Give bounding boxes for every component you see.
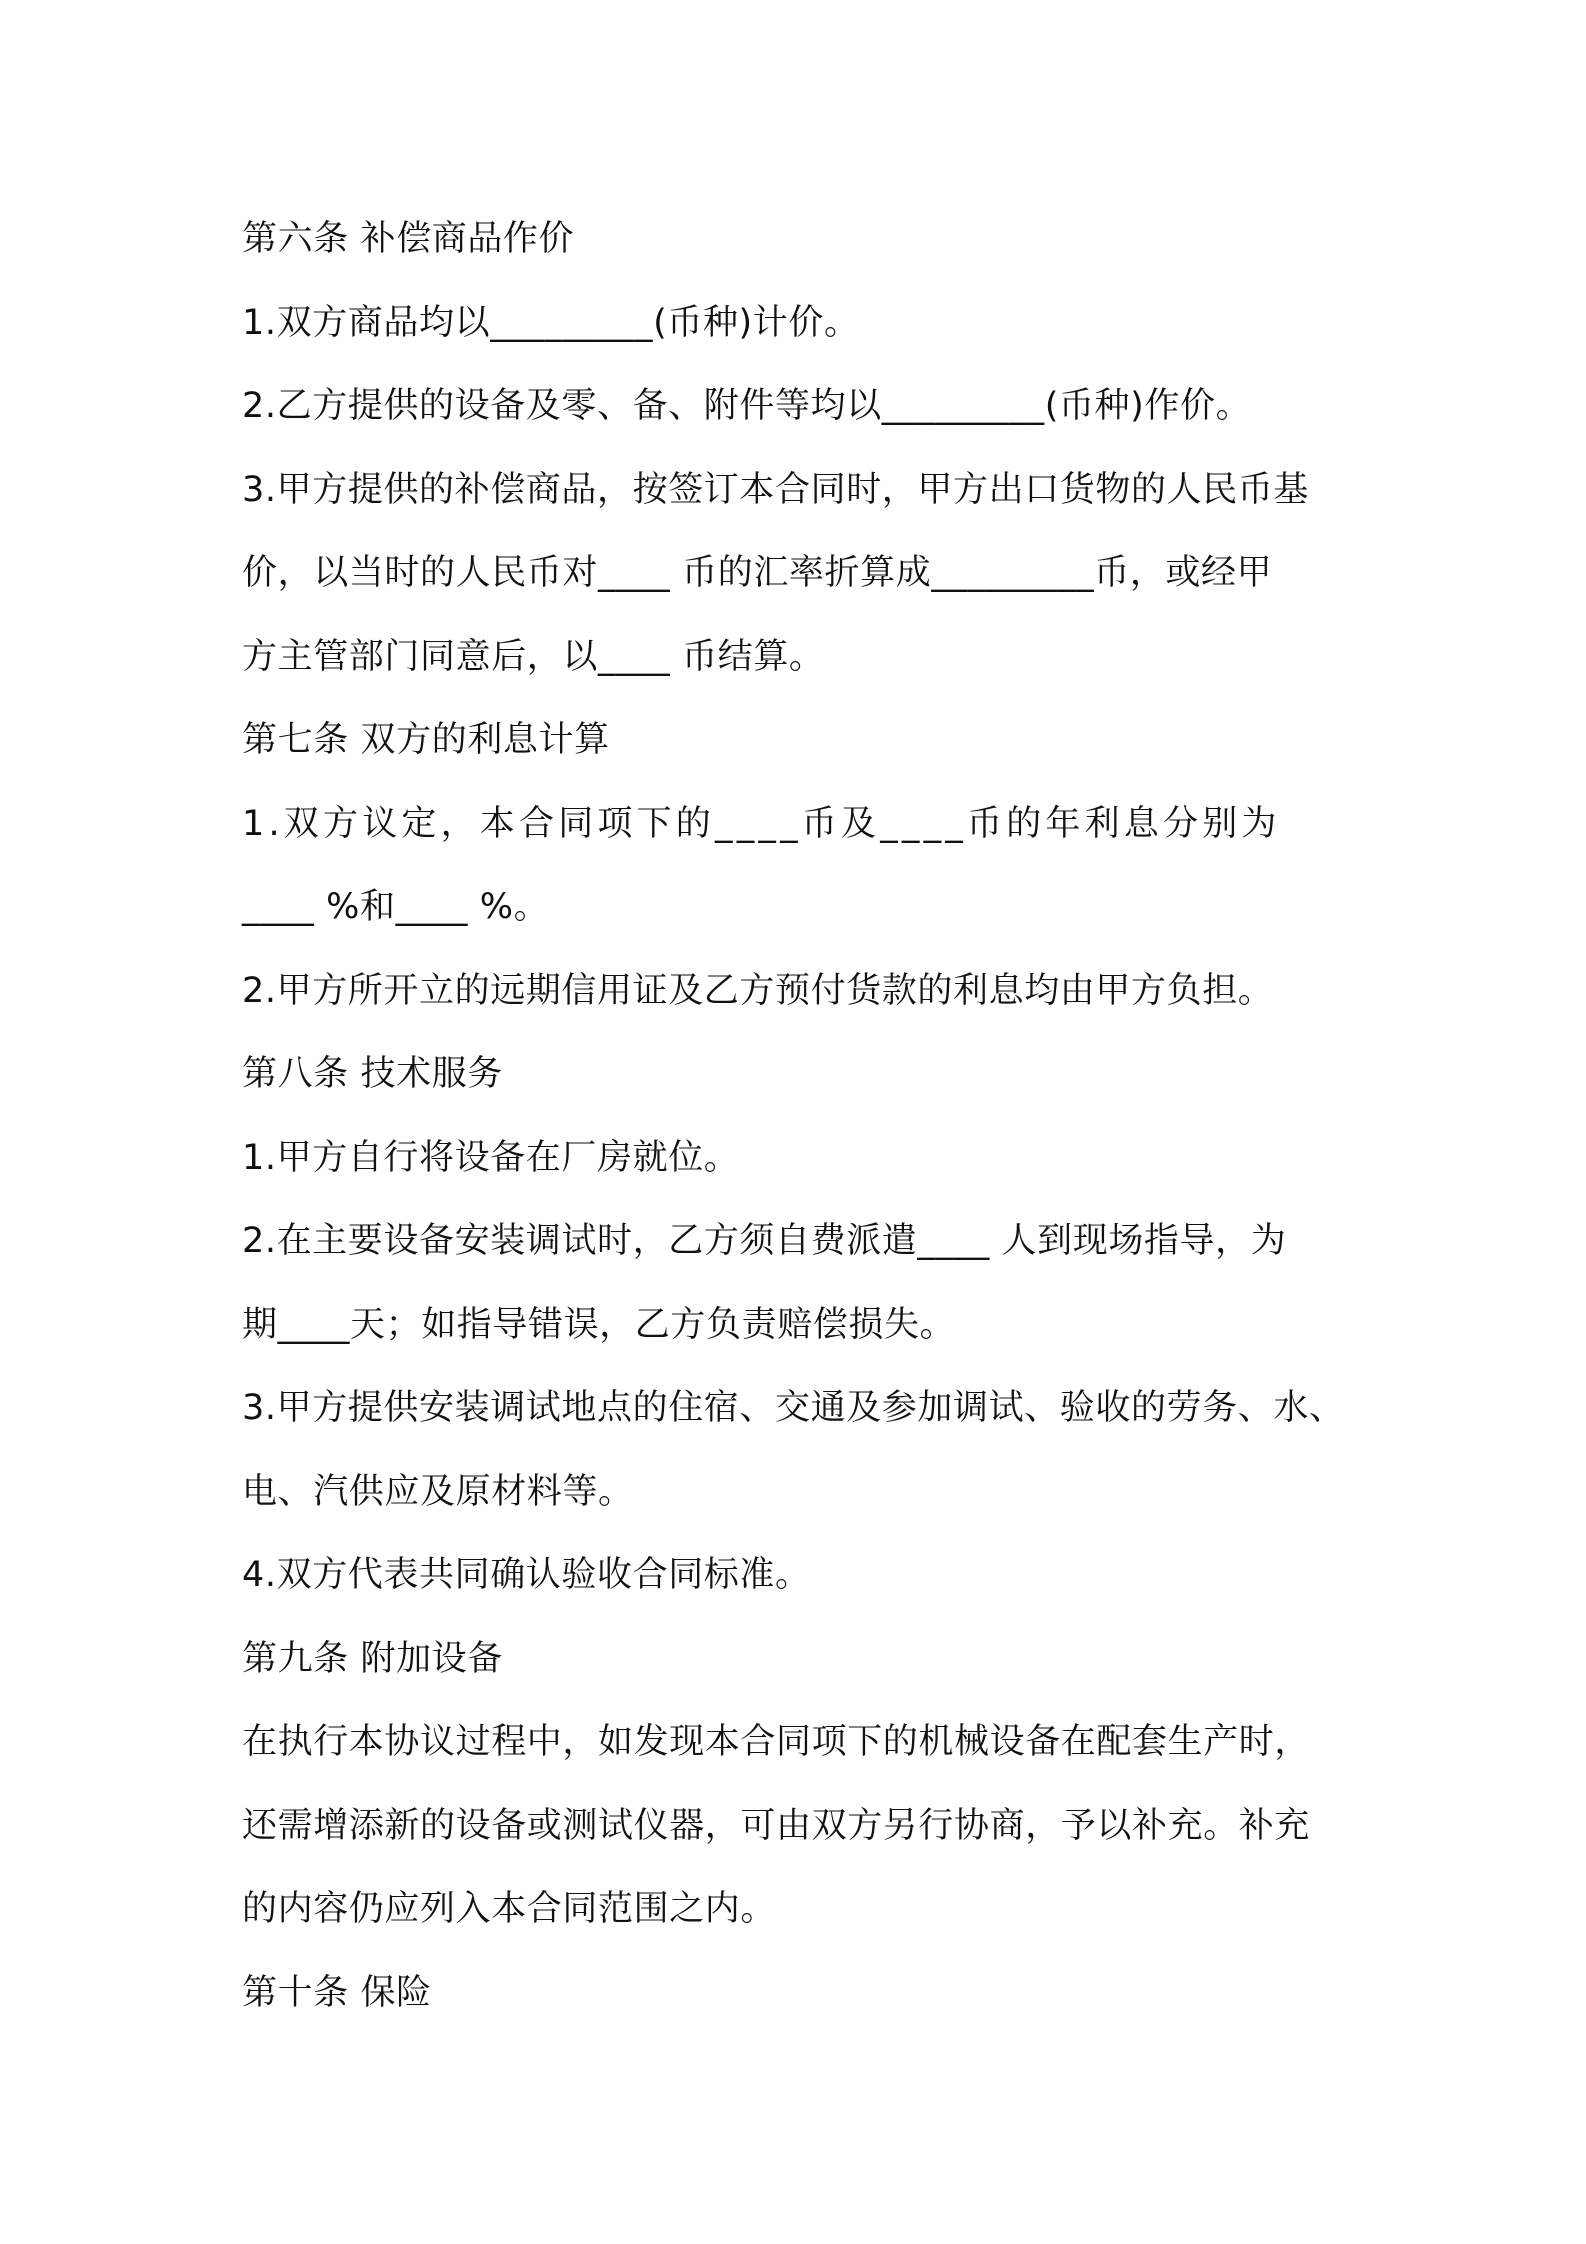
article-7-clause-2: 2.甲方所开立的远期信用证及乙方预付货款的利息均由甲方负担。	[242, 970, 1274, 1011]
article-9-para-line-2: 还需增添新的设备或测试仪器，可由双方另行协商，予以补充。补充	[242, 1805, 1311, 1846]
article-10-heading: 第十条 保险	[242, 1972, 432, 2013]
article-7-clause-1-line-1: 1.双方议定，本合同项下的____币及____币的年利息分别为	[242, 803, 1281, 844]
article-9-para-line-3: 的内容仍应列入本合同范围之内。	[242, 1889, 777, 1929]
article-6-heading: 第六条 补偿商品作价	[242, 219, 575, 259]
article-8-clause-2-line-2: 期____天；如指导错误，乙方负责赔偿损失。	[242, 1304, 956, 1345]
article-8-heading: 第八条 技术服务	[242, 1054, 503, 1094]
article-6-clause-3-line-3: 方主管部门同意后，以____ 币结算。	[242, 636, 825, 677]
article-9-para-line-1: 在执行本协议过程中，如发现本合同项下的机械设备在配套生产时，	[242, 1722, 1311, 1762]
article-6-clause-1: 1.双方商品均以_________(币种)计价。	[242, 302, 860, 343]
article-8-clause-3-line-2: 电、汽供应及原材料等。	[242, 1471, 634, 1512]
article-8-clause-1: 1.甲方自行将设备在厂房就位。	[242, 1137, 740, 1178]
article-7-heading: 第七条 双方的利息计算	[242, 720, 610, 760]
article-8-clause-3-line-1: 3.甲方提供安装调试地点的住宿、交通及参加调试、验收的劳务、水、	[242, 1388, 1345, 1428]
article-6-clause-2: 2.乙方提供的设备及零、备、附件等均以_________(币种)作价。	[242, 386, 1252, 426]
document-body	[242, 198, 1362, 2035]
article-8-clause-2-line-1: 2.在主要设备安装调试时，乙方须自费派遣____ 人到现场指导，为	[242, 1221, 1287, 1261]
article-6-clause-3-line-2: 价，以当时的人民币对____ 币的汇率折算成_________币，或经甲	[242, 553, 1273, 593]
article-7-clause-1-line-2: ____ %和____ %。	[242, 887, 550, 927]
article-9-heading: 第九条 附加设备	[242, 1638, 503, 1679]
article-6-clause-3-line-1: 3.甲方提供的补偿商品，按签订本合同时，甲方出口货物的人民币基	[242, 469, 1309, 510]
article-8-clause-4: 4.双方代表共同确认验收合同标准。	[242, 1555, 811, 1595]
